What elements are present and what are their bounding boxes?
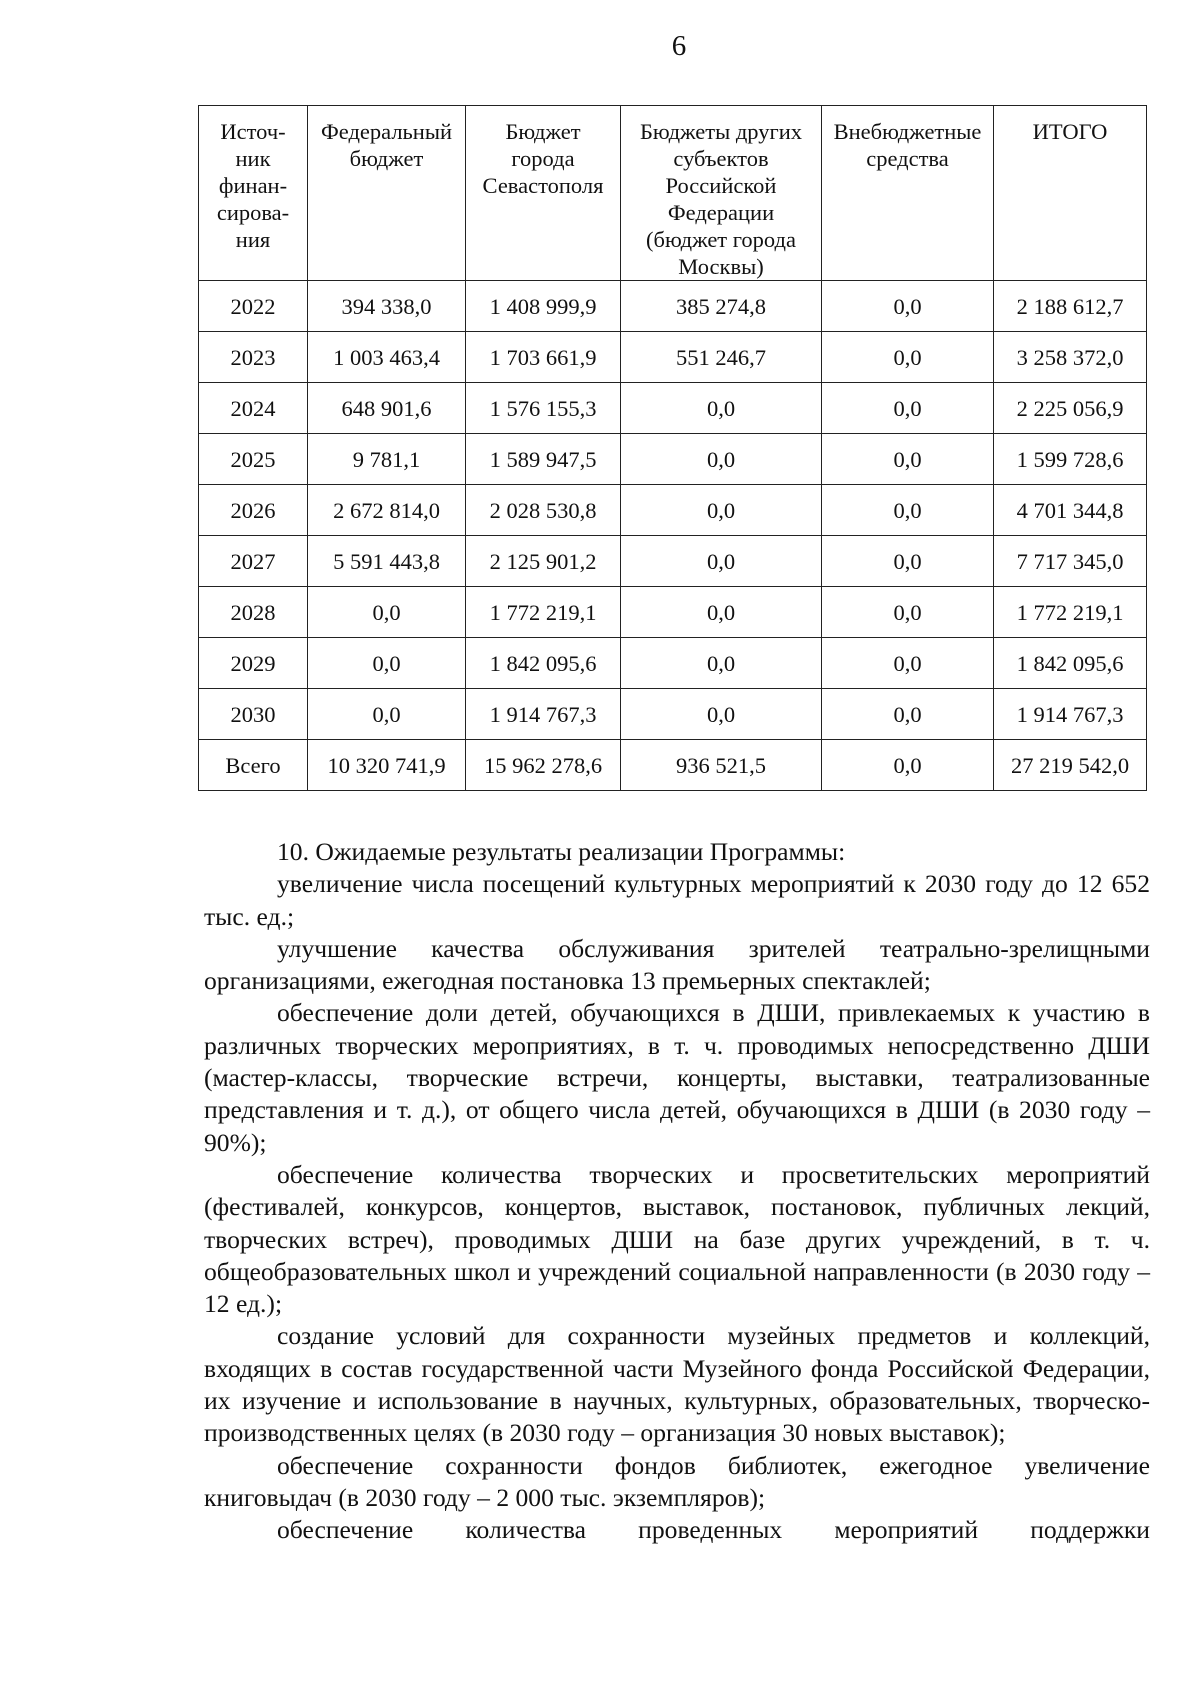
cell-year: 2022 [199,281,308,332]
cell-year: 2024 [199,383,308,434]
cell-extrabudget: 0,0 [822,689,994,740]
cell-year: 2030 [199,689,308,740]
header-cell [308,106,466,281]
cell-year: 2027 [199,536,308,587]
financing-table [198,105,1147,791]
header-cell [199,106,308,281]
cell-sevastopol: 1 914 767,3 [466,689,621,740]
cell-year: 2023 [199,332,308,383]
cell-year: Всего [199,740,308,791]
cell-extrabudget: 0,0 [822,638,994,689]
cell-year: 2026 [199,485,308,536]
header-extrabudget: Внебюджетные средства [833,119,982,171]
cell-federal: 9 781,1 [308,434,466,485]
table-header-row [199,106,1147,281]
cell-sevastopol: 1 576 155,3 [466,383,621,434]
cell-federal: 1 003 463,4 [308,332,466,383]
paragraph: улучшение качества обслуживания зрителей театрально-зрелищными организациями, ежегодная постановка 13 премьерных спектаклей; [204,933,1150,996]
cell-other-subjects: 0,0 [621,485,822,536]
paragraph: обеспечение количества творческих и просветительских мероприятий (фестивалей, конкурсов, концертов, выставок, постановок, публичных лекций, творческих встреч), проводимых ДШИ на базе других учреждений, в т. ч. общеобразовательных школ и учреждений социальной направленности (в 2030 году – 12 ед.); [204,1159,1150,1319]
cell-federal: 5 591 443,8 [308,536,466,587]
cell-total: 1 842 095,6 [994,638,1147,689]
cell-year: 2025 [199,434,308,485]
cell-extrabudget: 0,0 [822,383,994,434]
table-row [199,281,1147,332]
cell-other-subjects: 385 274,8 [621,281,822,332]
cell-other-subjects: 0,0 [621,434,822,485]
table-row [199,485,1147,536]
cell-total: 1 599 728,6 [994,434,1147,485]
table-row [199,689,1147,740]
cell-other-subjects: 0,0 [621,536,822,587]
header-cell [621,106,822,281]
cell-federal: 0,0 [308,689,466,740]
cell-federal: 2 672 814,0 [308,485,466,536]
cell-extrabudget: 0,0 [822,740,994,791]
cell-sevastopol: 1 703 661,9 [466,332,621,383]
cell-extrabudget: 0,0 [822,485,994,536]
table-row [199,536,1147,587]
cell-federal: 0,0 [308,587,466,638]
paragraph: увеличение числа посещений культурных мероприятий к 2030 году до 12 652 тыс. ед.; [204,869,1150,931]
cell-total: 1 914 767,3 [994,689,1147,740]
cell-other-subjects: 0,0 [621,689,822,740]
cell-sevastopol: 2 028 530,8 [466,485,621,536]
cell-other-subjects: 0,0 [621,383,822,434]
cell-other-subjects: 551 246,7 [621,332,822,383]
cell-federal: 648 901,6 [308,383,466,434]
cell-year: 2029 [199,638,308,689]
cell-extrabudget: 0,0 [822,536,994,587]
cell-sevastopol: 2 125 901,2 [466,536,621,587]
cell-extrabudget: 0,0 [822,587,994,638]
header-sevastopol: Бюджет города Севастополя [482,119,604,198]
header-cell [466,106,621,281]
header-cell [822,106,994,281]
header-cell [994,106,1147,281]
section-heading: 10. Ожидаемые результаты реализации Программы: [277,837,846,866]
cell-sevastopol: 1 408 999,9 [466,281,621,332]
header-other-subjects: Бюджеты других субъектов Российской Федерации (бюджет города Москвы) [639,119,802,279]
paragraph: обеспечение доли детей, обучающихся в ДШИ, привлекаемых к участию в различных творческих мероприятиях, в т. ч. проводимых непосредственно ДШИ (мастер-классы, творческие встречи, концерты, выставки, театрализованные представления и т. д.), от общего числа детей, обучающихся в ДШИ (в 2030 году – 90%); [204,998,1150,1157]
cell-other-subjects: 0,0 [621,587,822,638]
header-source: Источ- ник финан- сирова- ния [216,119,290,252]
cell-total: 27 219 542,0 [994,740,1147,791]
table-row [199,383,1147,434]
page-number: 6 [671,30,687,62]
table-row [199,638,1147,689]
table-row [199,434,1147,485]
header-total: ИТОГО [1032,119,1108,144]
cell-other-subjects: 936 521,5 [621,740,822,791]
cell-sevastopol: 1 589 947,5 [466,434,621,485]
cell-federal: 10 320 741,9 [308,740,466,791]
cell-total: 4 701 344,8 [994,485,1147,536]
cell-total: 2 188 612,7 [994,281,1147,332]
paragraph: обеспечение сохранности фондов библиотек, ежегодное увеличение книговыдач (в 2030 году – 2 000 тыс. экземпляров); [204,1450,1150,1512]
cell-extrabudget: 0,0 [822,434,994,485]
cell-other-subjects: 0,0 [621,638,822,689]
table-row [199,332,1147,383]
paragraph: создание условий для сохранности музейных предметов и коллекций, входящих в состав государственной части Музейного фонда Российской Федерации, их изучение и использование в научных, культурных, образовательных, творческо-производственных целях (в 2030 году – организация 30 новых выставок); [204,1321,1150,1448]
table-row-total [199,740,1147,791]
cell-total: 7 717 345,0 [994,536,1147,587]
cell-extrabudget: 0,0 [822,332,994,383]
cell-total: 3 258 372,0 [994,332,1147,383]
header-federal: Федеральный бюджет [320,119,453,171]
cell-federal: 394 338,0 [308,281,466,332]
paragraph: обеспечение количества проведенных мероприятий поддержки [277,1515,1150,1545]
cell-year: 2028 [199,587,308,638]
cell-sevastopol: 15 962 278,6 [466,740,621,791]
cell-sevastopol: 1 772 219,1 [466,587,621,638]
cell-total: 1 772 219,1 [994,587,1147,638]
cell-sevastopol: 1 842 095,6 [466,638,621,689]
table-row [199,587,1147,638]
results-section [204,836,1150,1547]
cell-federal: 0,0 [308,638,466,689]
cell-total: 2 225 056,9 [994,383,1147,434]
cell-extrabudget: 0,0 [822,281,994,332]
